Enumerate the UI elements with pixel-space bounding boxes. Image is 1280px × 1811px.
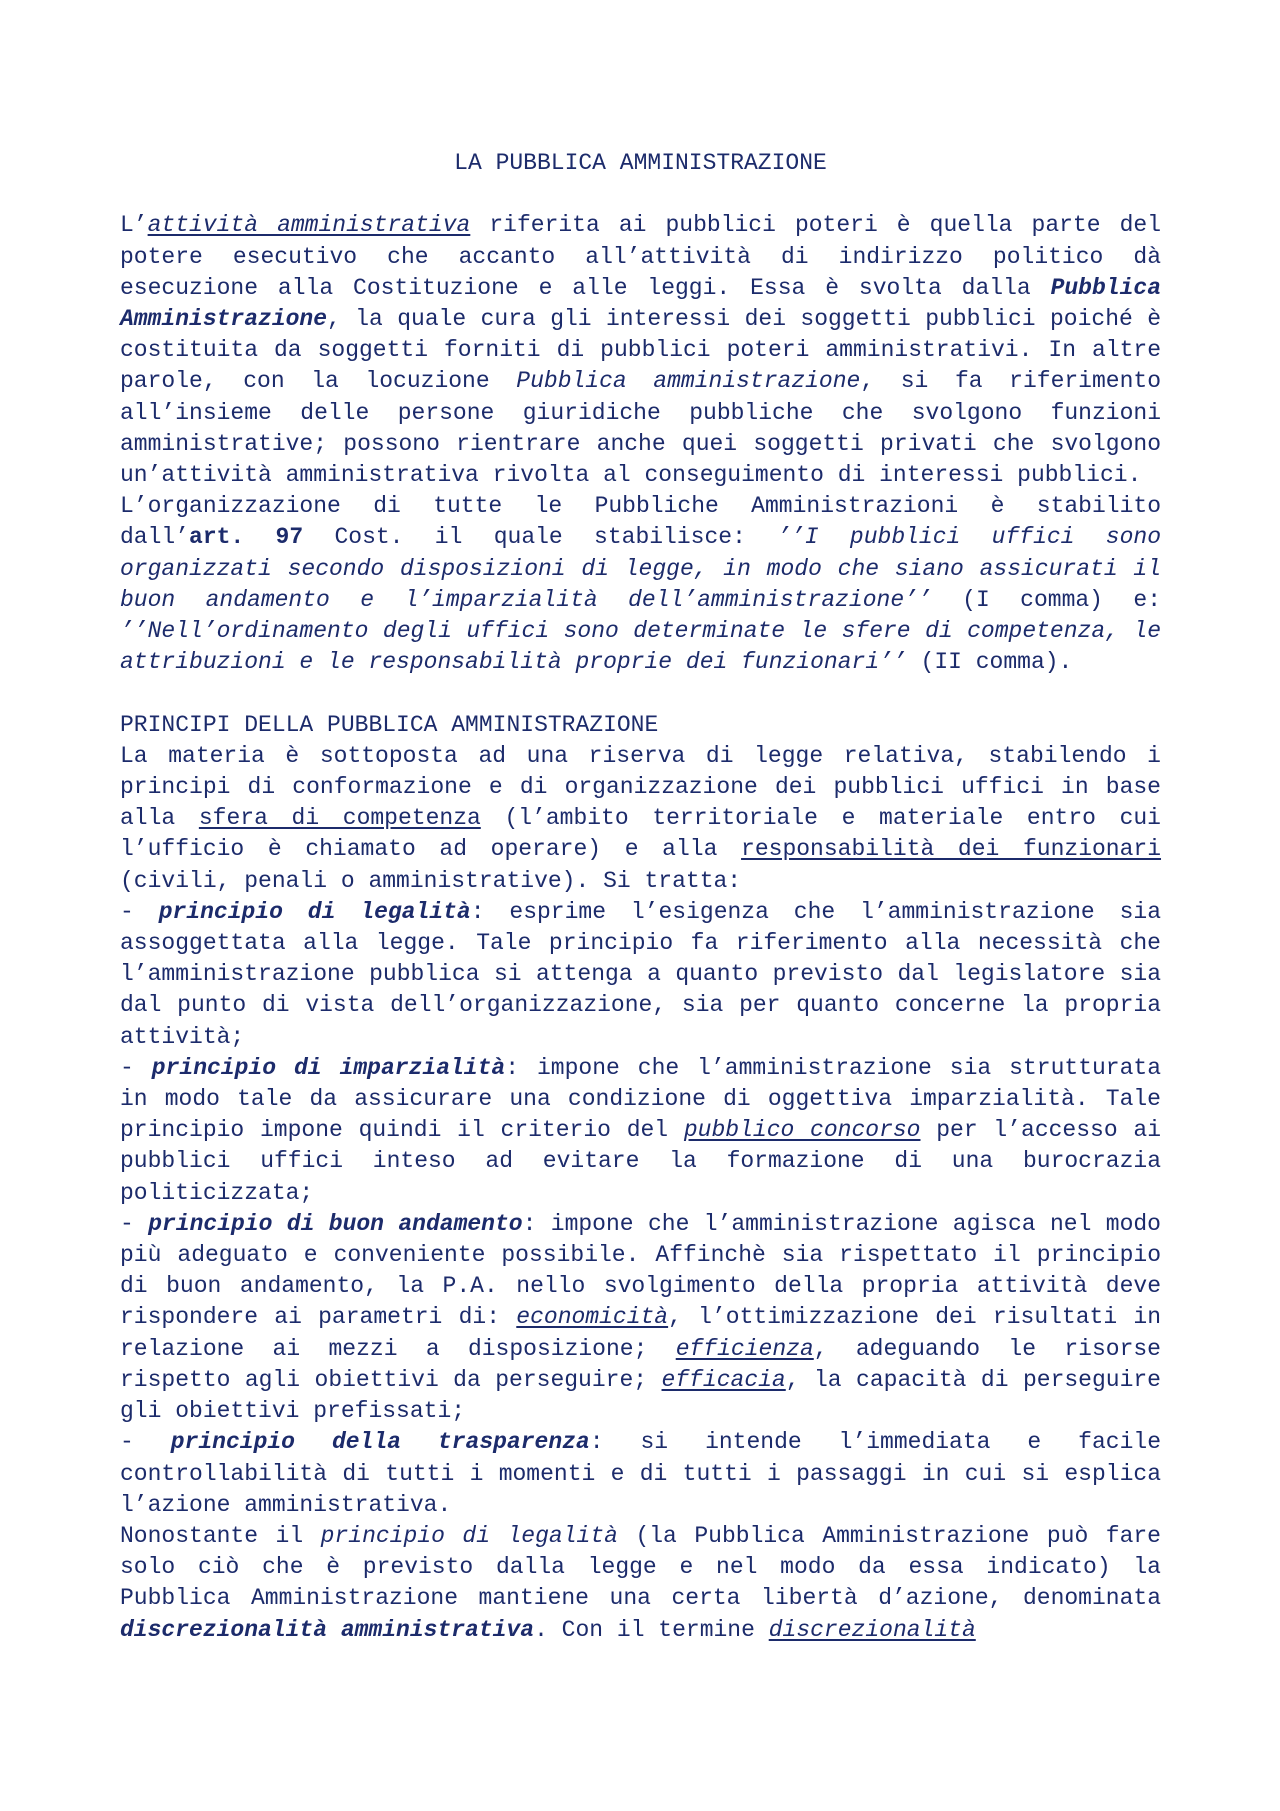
quote-second-comma: ’’Nell’ordinamento degli uffici sono determinate le sfere di competenza, le attribuzioni e le responsabilità proprie dei funzionari’’ bbox=[120, 618, 1161, 676]
text: per l’accesso ai pubblici uffici inteso ad evitare la formazione di una burocrazia politicizzata; bbox=[120, 1117, 1162, 1206]
text: - bbox=[120, 898, 159, 925]
term-discrezionalita-amministrativa: discrezionalità amministrativa bbox=[120, 1616, 535, 1643]
text: . Con il termine bbox=[534, 1616, 769, 1643]
term-pubblico-concorso: pubblico concorso bbox=[683, 1117, 921, 1144]
term-efficacia: efficacia bbox=[661, 1366, 786, 1393]
text: - bbox=[120, 1054, 152, 1081]
text: L’ bbox=[120, 212, 148, 239]
document-page bbox=[120, 148, 1161, 1646]
term-economicita: economicità bbox=[516, 1304, 669, 1331]
term-sfera-di-competenza: sfera di competenza bbox=[198, 805, 481, 832]
text: (la Pubblica Amministrazione può fare solo ciò che è previsto dalla legge e nel modo da essa indicato) la Pubblica Amministrazione mantiene una certa libertà d’azione, denominata bbox=[120, 1522, 1161, 1612]
paragraph-riserva bbox=[120, 741, 1161, 897]
text: , l’ottimizzazione dei risultati in relazione ai mezzi a disposizione; bbox=[120, 1304, 1161, 1362]
section-heading: PRINCIPI DELLA PUBBLICA AMMINISTRAZIONE bbox=[120, 711, 659, 738]
text: (II comma). bbox=[906, 649, 1073, 676]
text: : impone che l’amministrazione agisca nel modo più adeguato e conveniente possibile. Affinchè sia rispettato il principio di buon andamento, la P.A. nello svolgimento della propria attività deve rispondere ai parametri di: bbox=[120, 1210, 1161, 1331]
term-pubblica-amministrazione: Pubblica Amministrazione bbox=[120, 274, 1161, 332]
list-item-legalita bbox=[120, 897, 1161, 1053]
list-item-buon-andamento bbox=[120, 1209, 1161, 1427]
quote-first-comma: ’’I pubblici uffici sono organizzati secondo disposizioni di legge, in modo che siano assicurati il buon andamento e l’imparzialità dell’amministrazione’’ bbox=[120, 524, 1161, 613]
text: (l’ambito territoriale e materiale entro cui l’ufficio è chiamato ad operare) e alla bbox=[120, 805, 1161, 863]
term-principio-legalita: principio di legalità bbox=[158, 898, 471, 925]
term-principio-imparzialita: principio di imparzialità bbox=[151, 1054, 506, 1081]
text: riferita ai pubblici poteri è quella parte del potere esecutivo che accanto all’attività di indirizzo politico dà esecuzione alla Costituzione e alle leggi. Essa è svolta dalla bbox=[120, 212, 1161, 301]
text: , la quale cura gli interessi dei soggetti pubblici poiché è costituita da soggetti forniti di pubblici poteri amministrativi. In altre parole, con la locuzione bbox=[120, 306, 1161, 395]
text: - bbox=[120, 1210, 149, 1237]
paragraph-discrezionalita bbox=[120, 1521, 1161, 1646]
text: La materia è sottoposta ad una riserva di legge relativa, stabilendo i principi di conformazione e di organizzazione dei pubblici uffici in base alla bbox=[120, 742, 1161, 832]
text: (civili, penali o amministrative). Si tratta: bbox=[120, 867, 742, 894]
text: Nonostante il bbox=[120, 1522, 321, 1549]
term-attivita-amministrativa: attività amministrativa bbox=[147, 212, 471, 239]
text: - bbox=[120, 1429, 171, 1456]
text: : esprime l’esigenza che l’amministrazione sia assoggettata alla legge. Tale principio fa riferimento alla necessità che l’amministrazione pubblica si attenga a quanto previsto dal legislatore sia dal punto di vista dell’organizzazione, sia per quanto concerne la propria attività; bbox=[120, 898, 1161, 1050]
term-pubblica-amministrazione-italic: Pubblica amministrazione bbox=[516, 368, 861, 395]
paragraph-organizzazione bbox=[120, 491, 1161, 678]
list-item-trasparenza bbox=[120, 1427, 1161, 1521]
term-principio-legalita-italic: principio di legalità bbox=[320, 1522, 618, 1549]
text: : impone che l’amministrazione sia strutturata in modo tale da assicurare una condizione di oggettiva imparzialità. Tale principio impone quindi il criterio del bbox=[120, 1054, 1162, 1144]
text: Cost. il quale stabilisce: bbox=[303, 524, 778, 551]
blank-line bbox=[120, 179, 1161, 210]
text: , adeguando le risorse rispetto agli obiettivi da perseguire; bbox=[120, 1335, 1161, 1393]
term-responsabilita-funzionari: responsabilità dei funzionari bbox=[741, 836, 1162, 863]
term-discrezionalita: discrezionalità bbox=[768, 1616, 976, 1643]
term-principio-trasparenza: principio della trasparenza bbox=[170, 1429, 590, 1456]
paragraph-definition bbox=[120, 210, 1161, 491]
term-principio-buon-andamento: principio di buon andamento bbox=[148, 1210, 523, 1237]
list-item-imparzialita bbox=[120, 1053, 1161, 1209]
term-art-97: art. 97 bbox=[189, 524, 304, 551]
text: , la capacità di perseguire gli obiettivi prefissati; bbox=[120, 1366, 1161, 1425]
text: L’organizzazione di tutte le Pubbliche Amministrazioni è stabilito dall’ bbox=[120, 493, 1161, 551]
text: (I comma) e: bbox=[931, 586, 1161, 613]
blank-line bbox=[120, 678, 1161, 709]
term-efficienza: efficienza bbox=[675, 1335, 814, 1362]
text: , si fa riferimento all’insieme delle persone giuridiche pubbliche che svolgono funzioni amministrative; possono rientrare anche quei soggetti privati che svolgono un’attività amministrativa rivolta al conseguimento di interessi pubblici. bbox=[120, 368, 1161, 489]
document-title: LA PUBBLICA AMMINISTRAZIONE bbox=[454, 150, 827, 176]
text: : si intende l’immediata e facile controllabilità di tutti i momenti e di tutti i passaggi in cui si esplica l’azione amministrativa. bbox=[120, 1429, 1161, 1518]
